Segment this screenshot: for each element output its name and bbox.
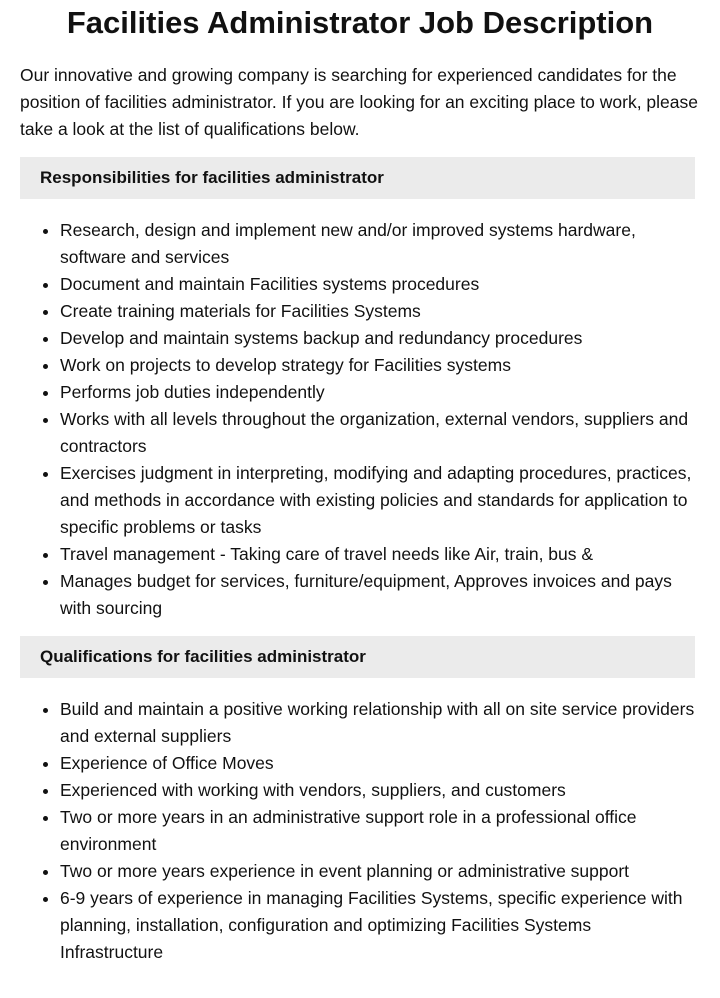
list-item: • Develop and maintain systems backup and redundancy procedures	[60, 325, 695, 352]
list-item: • Experienced with working with vendors, suppliers, and customers	[60, 777, 695, 804]
list-item: • Manages budget for services, furniture/equipment, Approves invoices and pays with sourcing	[60, 568, 695, 622]
qualifications-heading: Qualifications for facilities administrator	[20, 636, 695, 678]
qualifications-list	[20, 696, 695, 966]
responsibilities-heading: Responsibilities for facilities administrator	[20, 157, 695, 199]
page-title: Facilities Administrator Job Description	[66, 5, 654, 40]
list-item: • Works with all levels throughout the organization, external vendors, suppliers and contractors	[60, 406, 695, 460]
list-item: • Build and maintain a positive working relationship with all on site service providers and external suppliers	[60, 696, 695, 750]
list-item: • Experience of Office Moves	[60, 750, 695, 777]
list-item: • Create training materials for Facilities Systems	[60, 298, 695, 325]
list-item: • 6-9 years of experience in managing Facilities Systems, specific experience with planning, installation, configuration and optimizing Facilities Systems Infrastructure	[60, 885, 695, 966]
list-item: • Two or more years in an administrative support role in a professional office environment	[60, 804, 695, 858]
list-item: • Travel management - Taking care of travel needs like Air, train, bus &	[60, 541, 695, 568]
list-item: • Document and maintain Facilities systems procedures	[60, 271, 695, 298]
responsibilities-list	[20, 217, 695, 622]
list-item: • Exercises judgment in interpreting, modifying and adapting procedures, practices, and methods in accordance with existing policies and standards for application to specific problems or tasks	[60, 460, 695, 541]
list-item: • Performs job duties independently	[60, 379, 695, 406]
list-item: • Work on projects to develop strategy for Facilities systems	[60, 352, 695, 379]
intro-text: Our innovative and growing company is searching for experienced candidates for the position of facilities administrator. If you are looking for an exciting place to work, please take a look at the list of qualifications below.	[20, 65, 698, 139]
list-item: • Research, design and implement new and/or improved systems hardware, software and services	[60, 217, 695, 271]
list-item: • Two or more years experience in event planning or administrative support	[60, 858, 695, 885]
